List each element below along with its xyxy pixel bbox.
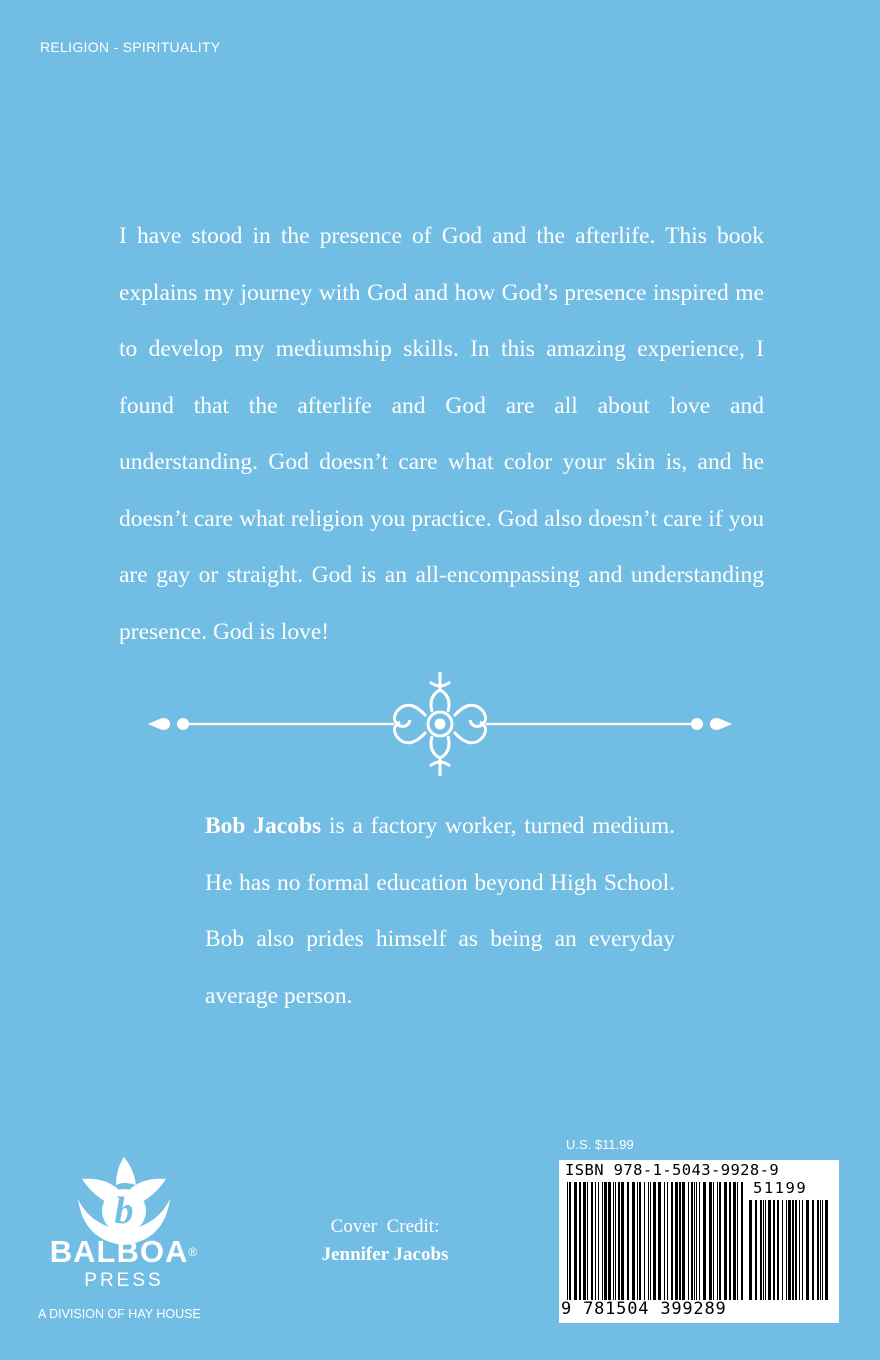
barcode-bar xyxy=(644,1182,645,1300)
ean-digits: 9 781504 399289 xyxy=(561,1299,727,1319)
addon-barcode-bars xyxy=(749,1200,831,1300)
barcode-bar xyxy=(639,1182,641,1300)
barcode-bar xyxy=(583,1182,586,1300)
barcode-bar xyxy=(741,1182,743,1300)
barcode-bar xyxy=(569,1182,571,1300)
barcode-bar xyxy=(699,1182,700,1300)
barcode-bar xyxy=(694,1182,695,1300)
barcode-bar xyxy=(737,1182,738,1300)
barcode-bar xyxy=(802,1200,803,1300)
barcode-bar xyxy=(773,1200,775,1300)
price-label: U.S. $11.99 xyxy=(566,1137,634,1152)
logo-letter: b xyxy=(114,1190,134,1232)
barcode-bar xyxy=(782,1200,783,1300)
registered-mark: ® xyxy=(188,1245,199,1259)
barcode-bar xyxy=(675,1182,678,1300)
barcode xyxy=(559,1160,839,1323)
author-name: Bob Jacobs xyxy=(205,813,322,839)
barcode-bar xyxy=(604,1182,607,1300)
barcode-bar xyxy=(621,1182,624,1300)
barcode-bar xyxy=(719,1182,721,1300)
author-bio xyxy=(205,798,675,1024)
barcode-bar xyxy=(598,1182,599,1300)
barcode-bar xyxy=(795,1200,797,1300)
credit-name: Jennifer Jacobs xyxy=(321,1244,449,1265)
credit-label: Cover Credit: xyxy=(330,1216,440,1237)
barcode-bar xyxy=(729,1182,731,1300)
category-label: RELIGION - SPIRITUALITY xyxy=(40,39,221,55)
barcode-bar xyxy=(679,1182,681,1300)
barcode-bar xyxy=(667,1182,668,1300)
barcode-bar xyxy=(799,1200,800,1300)
barcode-bar xyxy=(696,1182,697,1300)
barcode-bar xyxy=(788,1200,791,1300)
barcode-bar xyxy=(627,1182,629,1300)
barcode-bar xyxy=(777,1200,779,1300)
barcode-bar xyxy=(812,1200,814,1300)
barcode-bar xyxy=(703,1182,706,1300)
barcode-bar xyxy=(637,1182,638,1300)
barcode-bar xyxy=(650,1182,651,1300)
publisher-press: PRESS xyxy=(84,1270,164,1291)
barcode-bar xyxy=(591,1182,593,1300)
barcode-bar xyxy=(786,1200,787,1300)
barcode-bar xyxy=(682,1182,685,1300)
barcode-bar xyxy=(717,1182,718,1300)
barcode-bar xyxy=(822,1200,823,1300)
barcode-bar xyxy=(602,1182,603,1300)
blurb-text: I have stood in the presence of God and the afterlife. This book explains my journey with God and how God’s presence inspired me to develop my mediumship skills. In this amazing experience, I found that the afterlife and God are all about love and understanding. God doesn’t care what color your skin is, and he doesn’t care what religion you practice. God also doesn’t care if you are gay or straight. God is an all-encompassing and understanding presence. God is love! xyxy=(119,223,764,645)
barcode-bar xyxy=(724,1182,727,1300)
ornament-divider-icon xyxy=(148,668,732,780)
barcode-bar xyxy=(671,1182,673,1300)
barcode-bar xyxy=(587,1182,588,1300)
barcode-bar xyxy=(615,1182,616,1300)
barcode-bar xyxy=(632,1182,635,1300)
barcode-bar xyxy=(806,1200,809,1300)
barcode-bar xyxy=(608,1182,611,1300)
publisher-division: A DIVISION OF HAY HOUSE xyxy=(38,1307,201,1321)
barcode-bar xyxy=(653,1182,656,1300)
barcode-bar xyxy=(664,1182,665,1300)
cover-credit xyxy=(300,1213,470,1269)
barcode-bar xyxy=(733,1182,736,1300)
barcode-bar xyxy=(763,1200,764,1300)
barcode-bar xyxy=(658,1182,661,1300)
ean-barcode-bars xyxy=(567,1182,745,1300)
barcode-bar xyxy=(709,1182,712,1300)
barcode-bar xyxy=(613,1182,614,1300)
barcode-bar xyxy=(755,1200,757,1300)
publisher-name: BALBOA® xyxy=(49,1234,199,1269)
bio-text: is a factory worker, turned medium. He has no formal education beyond High School. Bob also prides himself as being an everyday average person. xyxy=(205,813,676,1009)
barcode-bar xyxy=(691,1182,693,1300)
barcode-bar xyxy=(567,1182,568,1300)
barcode-bar xyxy=(765,1200,766,1300)
barcode-bar xyxy=(820,1200,821,1300)
book-blurb xyxy=(119,208,764,660)
barcode-bar xyxy=(713,1182,714,1300)
barcode-bar xyxy=(595,1182,596,1300)
barcode-bar xyxy=(618,1182,620,1300)
barcode-bar xyxy=(648,1182,649,1300)
addon-code: 51199 xyxy=(753,1179,808,1197)
barcode-bar xyxy=(817,1200,819,1300)
barcode-bar xyxy=(768,1200,771,1300)
barcode-bar xyxy=(749,1200,752,1300)
barcode-bar xyxy=(792,1200,794,1300)
barcode-bar xyxy=(688,1182,689,1300)
barcode-bar xyxy=(760,1200,762,1300)
isbn-text: ISBN 978-1-5043-9928-9 xyxy=(565,1161,780,1179)
barcode-bar xyxy=(574,1182,577,1300)
barcode-bar xyxy=(579,1182,581,1300)
barcode-bar xyxy=(825,1200,828,1300)
